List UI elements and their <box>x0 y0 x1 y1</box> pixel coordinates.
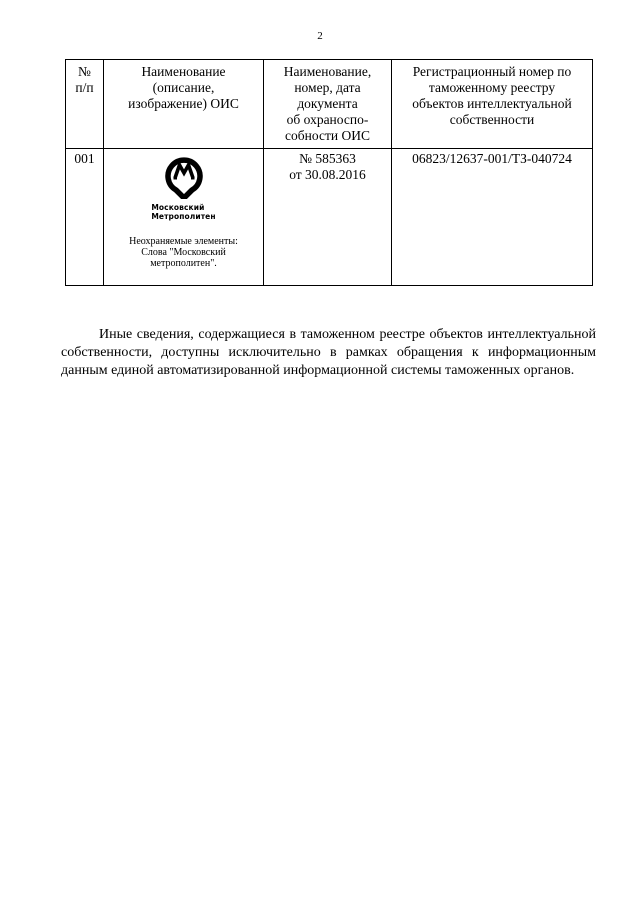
registration-number: 06823/12637-001/ТЗ-040724 <box>392 149 593 286</box>
header-registration-line3: объектов интеллектуальной <box>412 96 572 111</box>
unprotected-elements-note <box>107 236 260 269</box>
header-document-line3: документа <box>297 96 358 111</box>
logo-wordmark-line2: Метрополитен <box>151 212 216 221</box>
header-document-line1: Наименование, <box>283 64 372 79</box>
header-number-line2: п/п <box>75 80 94 95</box>
table-header-row <box>66 60 593 149</box>
header-document <box>264 60 392 149</box>
header-ois-name-line2: (описание, <box>152 80 215 95</box>
header-registration-line1: Регистрационный номер по <box>412 64 572 79</box>
header-document-line5: собности ОИС <box>285 128 370 143</box>
page-number: 2 <box>317 30 323 42</box>
ois-registry-table <box>65 59 593 286</box>
logo-wordmark-line1: Московский <box>151 203 205 212</box>
header-document-line4: об охраноспо- <box>286 112 369 127</box>
header-document-line2: номер, дата <box>294 80 361 95</box>
unprotected-note-line2: Слова "Московский <box>141 247 226 258</box>
header-registration-line2: таможенному реестру <box>428 80 556 95</box>
header-number-line1: № <box>78 64 91 79</box>
ois-description-cell <box>104 149 264 286</box>
logo-wordmark <box>151 203 215 221</box>
document-cell <box>264 149 392 286</box>
header-registration-line4: собственности <box>449 112 535 127</box>
logo <box>109 151 259 221</box>
header-ois-name-line1: Наименование <box>141 64 226 79</box>
document-date: от 30.08.2016 <box>289 167 366 182</box>
moscow-metro-logo-icon <box>164 151 204 199</box>
document-number: № 585363 <box>299 151 356 166</box>
header-number <box>66 60 104 149</box>
header-registration <box>392 60 593 149</box>
customs-registry-note: Иные сведения, содержащиеся в таможенном реестре объектов интеллектуальной собственности, доступны исключительно в рамках обращения к информационным данным единой автоматизированной информационной системы таможенных органов. <box>61 327 596 378</box>
header-ois-name-line3: изображение) ОИС <box>128 96 239 111</box>
row-number: 001 <box>66 149 104 286</box>
header-ois-name <box>104 60 264 149</box>
table-row <box>66 149 593 286</box>
unprotected-note-line3: метрополитен". <box>150 258 217 269</box>
unprotected-note-line1: Неохраняемые элементы: <box>129 236 238 247</box>
